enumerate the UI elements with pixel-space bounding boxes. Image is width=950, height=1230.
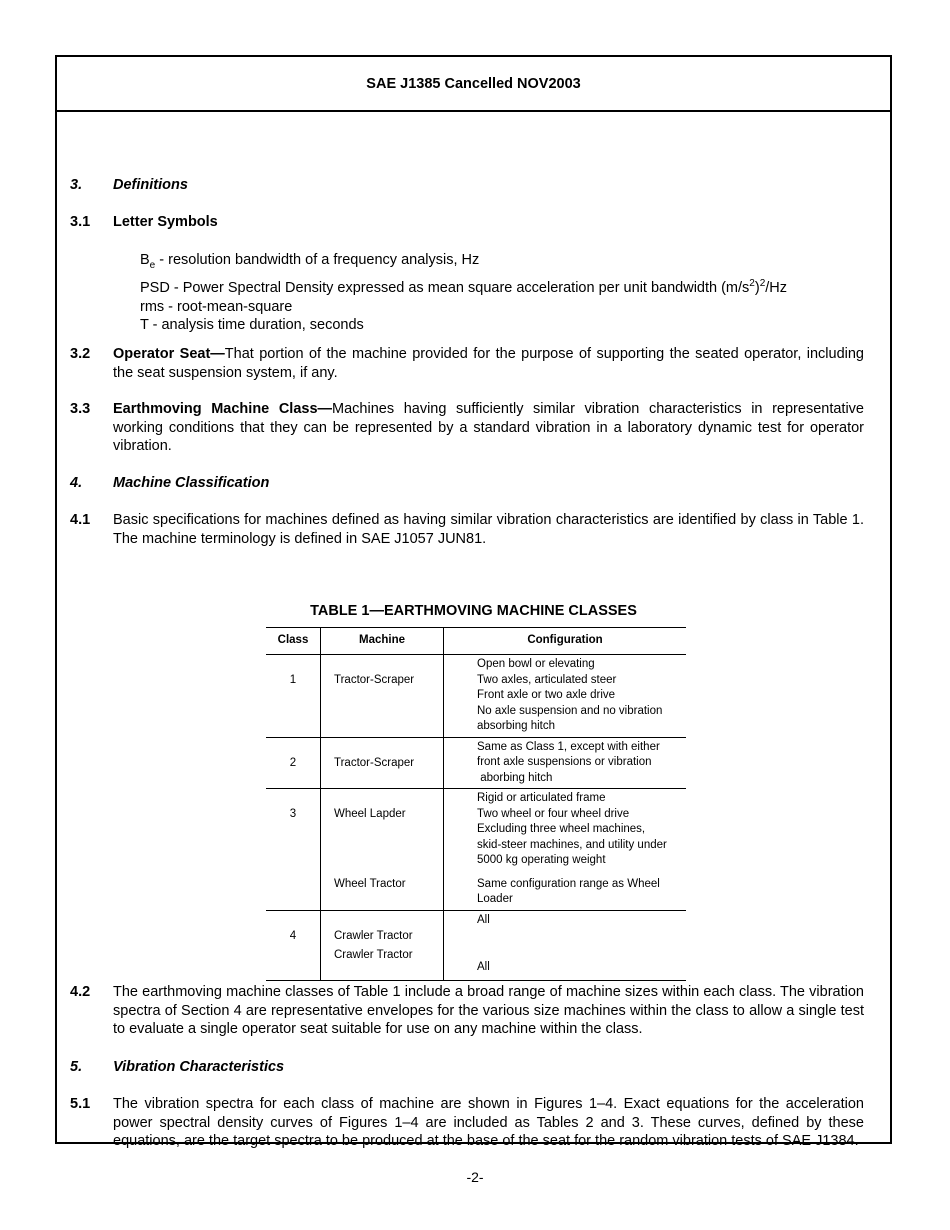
table-row: 4 Crawler Tractor All [266, 910, 686, 946]
table-row: 2 Tractor-Scraper Same as Class 1, except with either front axle suspensions or vibration aborbing hitch [266, 737, 686, 789]
column-header-configuration: Configuration [444, 628, 687, 655]
section-3-heading: 3. Definitions [70, 177, 188, 193]
page-frame [55, 55, 892, 1149]
document-title: SAE J1385 Cancelled NOV2003 [366, 75, 581, 92]
section-3-1-heading: 3.1 Letter Symbols [70, 214, 218, 230]
section-3-2: 3.2 Operator Seat—That portion of the machine provided for the purpose of supporting the seated operator, including the seat suspension system, if any. [70, 346, 864, 381]
column-header-class: Class [266, 628, 321, 655]
section-4-heading: 4. Machine Classification [70, 475, 270, 491]
section-5-heading: 5. Vibration Characteristics [70, 1059, 285, 1075]
column-header-machine: Machine [321, 628, 444, 655]
table-caption: TABLE 1—EARTHMOVING MACHINE CLASSES [310, 603, 637, 619]
page-number: -2- [466, 1169, 484, 1185]
section-5-1: 5.1 The vibration spectra for each class of machine are shown in Figures 1–4. Exact equations for the acceleration power spectral density curves of Figures 1–4 are included as Tables 2 and 3. These curves, defined by these equations, are the target spectra to be produced at the base of the seat for the random vibration tests of SAE J1384. [70, 1096, 864, 1149]
section-3-3: 3.3 Earthmoving Machine Class—Machines having sufficiently similar vibration characteristics in representative working conditions that they can be represented by a standard vibration in a laboratory dynamic test for operator vibration. [70, 401, 864, 454]
section-4-1: 4.1 Basic specifications for machines defined as having similar vibration characteristics are identified by class in Table 1. The machine terminology is defined in SAE J1057 JUN81. [70, 512, 864, 547]
document-header [57, 57, 890, 112]
symbol-be: $B_e$ - resolution bandwidth of a frequency analysis, Hz [140, 252, 480, 271]
symbol-psd: PSD - Power Spectral Density expressed as mean square acceleration per unit bandwidth $(m/s^2)^2/Hz$ [140, 278, 788, 297]
table-row: 3 Wheel Lapder Rigid or articulated frame Two wheel or four wheel drive Excluding three wheel machines, skid-steer machines, and utility under 5000 kg operating weight [266, 789, 686, 871]
letter-symbols-list [140, 251, 787, 335]
table-row: Wheel Tractor Same configuration range as Wheel Loader [266, 871, 686, 911]
symbol-rms: rms - root-mean-square [140, 298, 293, 315]
machine-classes-table [266, 627, 686, 981]
section-4-2: 4.2 The earthmoving machine classes of Table 1 include a broad range of machine sizes within each class. The vibration spectra of Section 4 are representative envelopes for the various size machines within the class to allow a single test to evaluate a single operator seat suitable for use on any machine within the class. [70, 984, 864, 1037]
document-body [57, 110, 890, 1149]
table-row: Crawler Tractor All [266, 946, 686, 980]
table-row: 1 Tractor-Scraper Open bowl or elevating Two axles, articulated steer Front axle or two axle drive No axle suspension and no vibration absorbing hitch [266, 655, 686, 738]
symbol-t: T - analysis time duration, seconds [140, 317, 364, 334]
